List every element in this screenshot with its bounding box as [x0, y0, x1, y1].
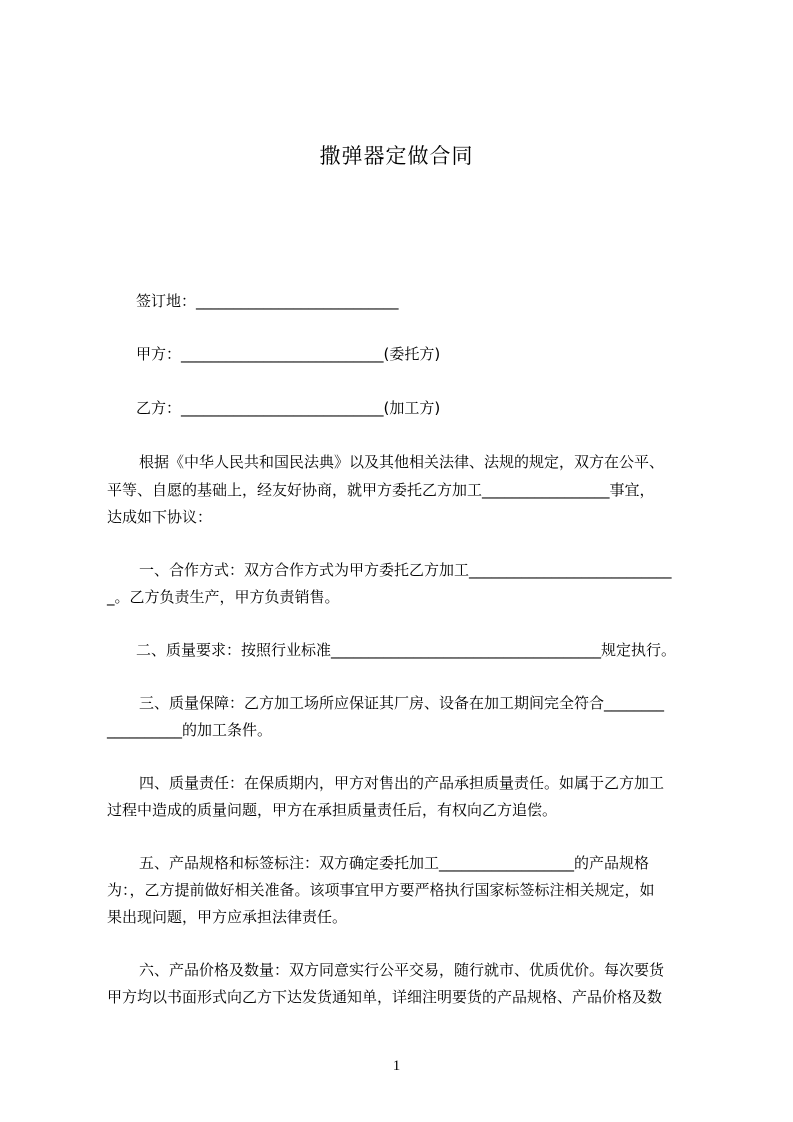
clause-6-line: 甲方均以书面形式向乙方下达发货通知单，详细注明要货的产品规格、产品价格及数 [107, 988, 663, 1006]
preamble-line: 达成如下协议： [107, 508, 213, 526]
clause-5-line: 为：，乙方提前做好相关准备。该项事宜甲方要严格执行国家标签标注相关规定，如 [107, 881, 655, 899]
clause-4-line: 四、质量责任：在保质期内，甲方对售出的产品承担质量责任。如属于乙方加工 [139, 774, 665, 792]
preamble-line: 平等、自愿的基础上，经友好协商，就甲方委托乙方加工_________________事宜， [107, 481, 655, 499]
page-number: 1 [392, 1058, 401, 1074]
clause-1-line: 一、合作方式：双方合作方式为甲方委托乙方加工___________________________ [139, 561, 672, 579]
preamble-line: 根据《中华人民共和国民法典》以及其他相关法律、法规的规定，双方在公平、 [139, 453, 665, 471]
clause-6-line: 六、产品价格及数量：双方同意实行公平交易，随行就市、优质优价。每次要货 [139, 961, 665, 979]
clause-1-line: _。乙方负责生产，甲方负责销售。 [107, 588, 340, 606]
party-b-field: 乙方：___________________________(加工方) [136, 399, 441, 417]
clause-3-line: 三、质量保障：乙方加工场所应保证其厂房、设备在加工期间完全符合________ [139, 694, 665, 712]
clause-5-line: 果出现问题，甲方应承担法律责任。 [107, 908, 348, 926]
signing-place-field: 签订地：___________________________ [136, 292, 399, 310]
clause-2-line: 二、质量要求：按照行业标准____________________________________规定执行。 [136, 641, 677, 659]
clause-3-line: __________的加工条件。 [107, 721, 273, 739]
contract-title: 撒弹器定做合同 [319, 144, 474, 168]
party-a-field: 甲方：___________________________(委托方) [136, 345, 441, 363]
clause-4-line: 过程中造成的质量问题，甲方在承担质量责任后，有权向乙方追偿。 [107, 801, 558, 819]
clause-5-line: 五、产品规格和标签标注：双方确定委托加工__________________的产品规格 [139, 854, 650, 872]
